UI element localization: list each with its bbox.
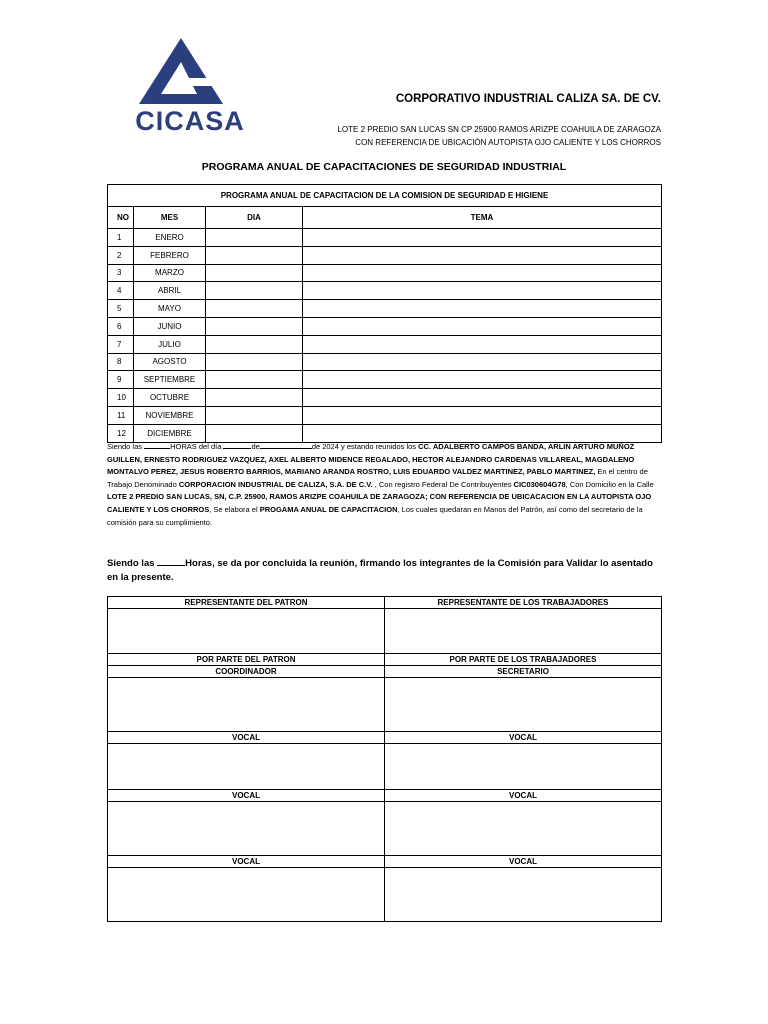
paragraph-text: En el centro de Trabajo Denominado	[107, 467, 648, 489]
paragraph-text: , Con registro Federal De Contribuyentes	[372, 479, 514, 489]
table-row	[108, 424, 662, 442]
row-month: JULIO	[134, 335, 206, 353]
label-vocal: VOCAL	[108, 790, 385, 802]
row-number: 1	[108, 229, 134, 247]
signature-box-vocal[interactable]	[385, 868, 662, 922]
row-month: SEPTIEMBRE	[134, 371, 206, 389]
closing-hour-blank[interactable]	[157, 557, 185, 566]
day-blank[interactable]	[223, 442, 251, 449]
paragraph-text: , Se elabora el	[209, 504, 260, 514]
signature-box-vocal[interactable]	[385, 744, 662, 790]
row-number: 5	[108, 300, 134, 318]
table-row	[108, 389, 662, 407]
row-topic-cell[interactable]	[303, 246, 662, 264]
label-secretario: SECRETARIO	[385, 666, 662, 678]
table-row	[108, 246, 662, 264]
table-row	[108, 229, 662, 247]
table-row	[108, 317, 662, 335]
row-day-cell[interactable]	[206, 264, 303, 282]
signature-table	[107, 596, 662, 922]
row-day-cell[interactable]	[206, 406, 303, 424]
signature-box-secretario[interactable]	[385, 678, 662, 732]
company-logo	[133, 38, 248, 133]
signature-box-rep-trabajadores[interactable]	[385, 609, 662, 654]
row-day-cell[interactable]	[206, 335, 303, 353]
closing-text: Horas, se da por concluida la reunión, firmando los integrantes de la Comisión para Validar lo asentado en la presente.	[107, 558, 653, 583]
attendees-names: CC. ADALBERTO CAMPOS BANDA, ARLIN ARTURO MUÑOZ GUILLEN, ERNESTO RODRIGUEZ VAZQUEZ, AXEL ALBERTO MIDENCE REGALADO, HECTOR ALEJANDRO CARDENAS VILLAREAL, MAGDALENO MONTALVO PEREZ, JESUS ROBERTO BARRIOS, MARIANO ARANDA ROSTRO, LUIS EDUARDO VALDEZ MARTINEZ, PABLO MARTINEZ,	[107, 442, 635, 477]
signature-box-coordinador[interactable]	[108, 678, 385, 732]
closing-statement	[107, 557, 662, 584]
column-header-tema: TEMA	[303, 207, 662, 229]
row-month: FEBRERO	[134, 246, 206, 264]
signature-box-vocal[interactable]	[108, 868, 385, 922]
row-day-cell[interactable]	[206, 246, 303, 264]
label-por-trabajadores: POR PARTE DE LOS TRABAJADORES	[385, 654, 662, 666]
row-topic-cell[interactable]	[303, 300, 662, 318]
row-topic-cell[interactable]	[303, 317, 662, 335]
row-number: 8	[108, 353, 134, 371]
row-number: 12	[108, 424, 134, 442]
row-topic-cell[interactable]	[303, 406, 662, 424]
hour-blank[interactable]	[144, 442, 170, 449]
schedule-title: PROGRAMA ANUAL DE CAPACITACION DE LA COMISION DE SEGURIDAD E HIGIENE	[108, 185, 662, 207]
label-coordinador: COORDINADOR	[108, 666, 385, 678]
row-number: 6	[108, 317, 134, 335]
row-topic-cell[interactable]	[303, 264, 662, 282]
paragraph-text: HORAS del día	[170, 442, 224, 451]
row-month: AGOSTO	[134, 353, 206, 371]
column-header-no: NO	[108, 207, 134, 229]
row-day-cell[interactable]	[206, 353, 303, 371]
row-number: 4	[108, 282, 134, 300]
label-vocal: VOCAL	[385, 790, 662, 802]
row-topic-cell[interactable]	[303, 371, 662, 389]
row-day-cell[interactable]	[206, 371, 303, 389]
address-line-1: LOTE 2 PREDIO SAN LUCAS SN CP 25900 RAMOS ARIZPE COAHUILA DE ZARAGOZA	[337, 125, 661, 134]
meeting-paragraph	[107, 441, 662, 529]
row-month: NOVIEMBRE	[134, 406, 206, 424]
paragraph-text: de	[251, 442, 260, 451]
address-line-2: CON REFERENCIA DE UBICACIÓN AUTOPISTA OJO CALIENTE Y LOS CHORROS	[355, 138, 661, 147]
table-row	[108, 300, 662, 318]
signature-box-vocal[interactable]	[108, 802, 385, 856]
label-rep-trabajadores: REPRESENTANTE DE LOS TRABAJADORES	[385, 597, 662, 609]
row-month: JUNIO	[134, 317, 206, 335]
company-legal-name: CORPORACION INDUSTRIAL DE CALIZA, S.A. DE C.V.	[178, 479, 373, 489]
row-topic-cell[interactable]	[303, 282, 662, 300]
program-name: PROGAMA ANUAL DE CAPACITACION	[259, 504, 398, 514]
signature-box-rep-patron[interactable]	[108, 609, 385, 654]
row-day-cell[interactable]	[206, 317, 303, 335]
row-topic-cell[interactable]	[303, 335, 662, 353]
row-month: MAYO	[134, 300, 206, 318]
row-topic-cell[interactable]	[303, 424, 662, 442]
label-por-patron: POR PARTE DEL PATRON	[108, 654, 385, 666]
company-address: LOTE 2 PREDIO SAN LUCAS, SN, C.P. 25900, RAMOS ARIZPE COAHUILA DE ZARAGOZA; CON REFERENCIA DE UBICACACION EN LA AUTOPISTA OJO CALIENTE Y LOS CHORROS	[107, 492, 652, 514]
row-topic-cell[interactable]	[303, 229, 662, 247]
row-month: ABRIL	[134, 282, 206, 300]
row-number: 10	[108, 389, 134, 407]
row-day-cell[interactable]	[206, 300, 303, 318]
rfc-code: CIC030604G78	[513, 479, 566, 489]
paragraph-text: , Con Domicilio en la Calle	[565, 479, 654, 489]
row-month: ENERO	[134, 229, 206, 247]
paragraph-text: Siendo las	[107, 442, 145, 451]
closing-text: Siendo las	[107, 558, 158, 569]
table-row	[108, 406, 662, 424]
label-vocal: VOCAL	[108, 732, 385, 744]
column-header-dia: DIA	[206, 207, 303, 229]
signature-box-vocal[interactable]	[385, 802, 662, 856]
row-day-cell[interactable]	[206, 282, 303, 300]
row-day-cell[interactable]	[206, 229, 303, 247]
row-topic-cell[interactable]	[303, 389, 662, 407]
paragraph-text: de 2024 y estando reunidos los	[311, 442, 419, 451]
schedule-table	[107, 184, 662, 443]
table-row	[108, 282, 662, 300]
company-name: CORPORATIVO INDUSTRIAL CALIZA SA. DE CV.	[395, 93, 661, 105]
paragraph-text: , Los cuales quedaran en Manos del Patrón, así como del secretario de la comisión para su cumplimiento.	[107, 504, 643, 527]
svg-text:CICASA: CICASA	[135, 106, 245, 133]
row-month: OCTUBRE	[134, 389, 206, 407]
column-header-mes: MES	[134, 207, 206, 229]
month-blank[interactable]	[260, 442, 312, 449]
row-month: MARZO	[134, 264, 206, 282]
table-row	[108, 353, 662, 371]
table-row	[108, 371, 662, 389]
row-day-cell[interactable]	[206, 389, 303, 407]
row-number: 11	[108, 406, 134, 424]
row-number: 3	[108, 264, 134, 282]
label-rep-patron: REPRESENTANTE DEL PATRON	[108, 597, 385, 609]
row-month: DICIEMBRE	[134, 424, 206, 442]
label-vocal: VOCAL	[385, 856, 662, 868]
program-title: PROGRAMA ANUAL DE CAPACITACIONES DE SEGURIDAD INDUSTRIAL	[201, 161, 567, 173]
table-row	[108, 335, 662, 353]
table-row	[108, 264, 662, 282]
row-day-cell[interactable]	[206, 424, 303, 442]
row-number: 2	[108, 246, 134, 264]
row-topic-cell[interactable]	[303, 353, 662, 371]
label-vocal: VOCAL	[108, 856, 385, 868]
row-number: 9	[108, 371, 134, 389]
signature-box-vocal[interactable]	[108, 744, 385, 790]
label-vocal: VOCAL	[385, 732, 662, 744]
row-number: 7	[108, 335, 134, 353]
